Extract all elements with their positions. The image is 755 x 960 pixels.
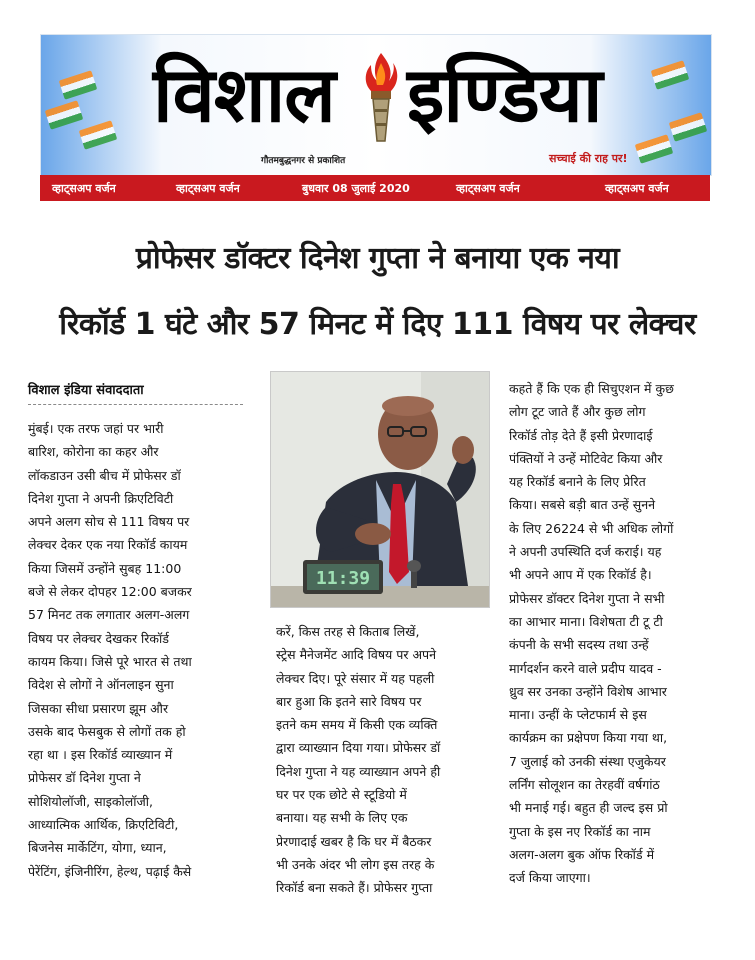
text-line: का आभार माना। विशेषता टी टू टी	[509, 613, 663, 629]
text-line: ध्रुव सर उनका उन्होंने विशेष आभार	[509, 683, 667, 699]
text-line: दर्ज किया जाएगा।	[509, 870, 591, 886]
byline-divider	[28, 404, 243, 405]
text-line: पंक्तियों ने उन्हें मोटिवेट किया और	[509, 450, 663, 466]
strip-item: व्हाट्सअप वर्जन	[605, 182, 669, 195]
text-line: कंपनी के सभी सदस्य तथा उन्हें	[509, 637, 649, 653]
text-line: प्रेरणादाई खबर है कि घर में बैठकर	[276, 833, 432, 849]
text-line: लेक्चर दिए। पूरे संसार में यह पहली	[276, 670, 435, 686]
text-line: गुप्ता के इस नए रिकॉर्ड का नाम	[509, 823, 651, 839]
strip-date: बुधवार 08 जुलाई 2020	[302, 182, 410, 195]
masthead-title-left: विशाल	[153, 50, 335, 139]
text-line: प्रोफेसर डॉ दिनेश गुप्ता ने	[28, 770, 141, 786]
text-line: ने अपनी उपस्थिति दर्ज कराई। यह	[509, 544, 662, 560]
text-line: भी मनाई गई। बहुत ही जल्द इस प्रो	[509, 800, 668, 816]
strip-item: व्हाट्सअप वर्जन	[52, 182, 116, 195]
text-line: बनाया। यह सभी के लिए एक	[276, 810, 408, 826]
text-line: आध्यात्मिक आर्थिक, क्रिएटिविटी,	[28, 817, 179, 833]
text-line: 7 जुलाई को उनकी संस्था एजुकेयर	[509, 753, 666, 769]
strip-item: व्हाट्सअप वर्जन	[456, 182, 520, 195]
text-line: रिकॉर्ड बना सकते हैं। प्रोफेसर गुप्ता	[276, 880, 433, 896]
text-line: बजे से लेकर दोपहर 12:00 बजकर	[28, 584, 192, 600]
text-line: बारिश, कोरोना का कहर और	[28, 444, 159, 460]
text-line: अपने अलग सोच से 111 विषय पर	[28, 514, 190, 530]
text-line: उसके बाद फेसबुक से लोगों तक हो	[28, 723, 186, 739]
article-column-1	[28, 417, 256, 883]
text-line: सोशियोलॉजी, साइकोलॉजी,	[28, 793, 153, 809]
strip-item: व्हाट्सअप वर्जन	[176, 182, 240, 195]
text-line: 57 मिनट तक लगातार अलग-अलग	[28, 607, 190, 623]
text-line: लेक्चर देकर एक नया रिकॉर्ड कायम	[28, 537, 188, 553]
headline-line-2: रिकॉर्ड 1 घंटे और 57 मिनट में दिए 111 विषय पर लेक्चर	[59, 307, 696, 342]
text-line: लर्निंग सोलूशन का तेरहवीं वर्षगांठ	[509, 777, 660, 793]
text-line: जिसका सीधा प्रसारण झूम और	[28, 700, 169, 716]
masthead-subtitle: गौतमबुद्धनगर से प्रकाशित	[261, 156, 346, 166]
text-line: किया। सबसे बड़ी बात उन्हें सुनने	[509, 497, 656, 513]
professor-photo-illustration	[271, 372, 489, 607]
text-line: प्रोफेसर डॉक्टर दिनेश गुप्ता ने सभी	[509, 590, 665, 606]
masthead-title-right: इण्डिया	[407, 50, 602, 139]
text-line: दिनेश गुप्ता ने अपनी क्रिएटिविटी	[28, 490, 174, 506]
text-line: माना। उन्हीं के प्लेटफार्म से इस	[509, 707, 647, 723]
byline: विशाल इंडिया संवाददाता	[28, 383, 144, 398]
headline-line-1: प्रोफेसर डॉक्टर दिनेश गुप्ता ने बनाया एक नया	[135, 241, 620, 276]
text-line: कहते हैं कि एक ही सिचुएशन में कुछ	[509, 381, 674, 396]
text-line: भी अपने आप में एक रिकॉर्ड है।	[509, 567, 652, 583]
text-line: कार्यक्रम का प्रक्षेपण किया गया था,	[509, 730, 668, 746]
text-line: अलग-अलग बुक ऑफ रिकॉर्ड में	[509, 846, 655, 862]
text-line: लॉकडाउन उसी बीच में प्रोफेसर डॉ	[28, 467, 181, 483]
masthead	[40, 34, 712, 176]
text-line: विषय पर लेक्चर देखकर रिकॉर्ड	[28, 630, 169, 646]
edition-strip	[40, 175, 710, 201]
text-line: बार हुआ कि इतने सारे विषय पर	[276, 693, 422, 709]
text-line: पेरेंटिंग, इंजिनीरिंग, हेल्थ, पढ़ाई कैसे	[28, 863, 192, 879]
text-line: द्वारा व्याख्यान दिया गया। प्रोफेसर डॉ	[276, 740, 441, 756]
text-line: दिनेश गुप्ता ने यह व्याख्यान अपने ही	[276, 763, 441, 779]
masthead-tagline: सच्चाई की राह पर!	[549, 152, 628, 165]
article-photo	[270, 371, 490, 608]
text-line: के लिए 26224 से भी अधिक लोगों	[509, 520, 674, 536]
text-line: लोग टूट जाते हैं और कुछ लोग	[509, 404, 646, 420]
text-line: मुंबई। एक तरफ जहां पर भारी	[28, 421, 164, 436]
article-column-3	[509, 377, 727, 890]
text-line: मार्गदर्शन करने वाले प्रदीप यादव -	[509, 660, 662, 676]
text-line: रिकॉर्ड तोड़ देते हैं इसी प्रेरणादाई	[509, 427, 653, 443]
text-line: बिजनेस मार्केटिंग, योगा, ध्यान,	[28, 840, 167, 856]
text-line: घर पर एक छोटे से स्टूडियो में	[276, 787, 407, 803]
text-line: कायम किया। जिसे पूरे भारत से तथा	[28, 653, 192, 669]
text-line: विदेश से लोगों ने ऑनलाइन सुना	[28, 677, 174, 693]
text-line: भी उनके अंदर भी लोग इस तरह के	[276, 856, 435, 872]
text-line: यह रिकॉर्ड बनाने के लिए प्रेरित	[509, 474, 646, 490]
text-line: किया जिसमें उन्होंने सुबह 11:00	[28, 560, 182, 576]
text-line: इतने कम समय में किसी एक व्यक्ति	[276, 717, 438, 733]
text-line: रहा था । इस रिकॉर्ड व्याख्यान में	[28, 747, 173, 763]
text-line: स्ट्रेस मैनेजमेंट आदि विषय पर अपने	[276, 647, 437, 663]
torch-icon	[359, 49, 403, 149]
article-column-2	[276, 620, 484, 900]
clock-display: 11:39	[315, 568, 371, 589]
text-line: करें, किस तरह से किताब लिखें,	[276, 624, 420, 639]
